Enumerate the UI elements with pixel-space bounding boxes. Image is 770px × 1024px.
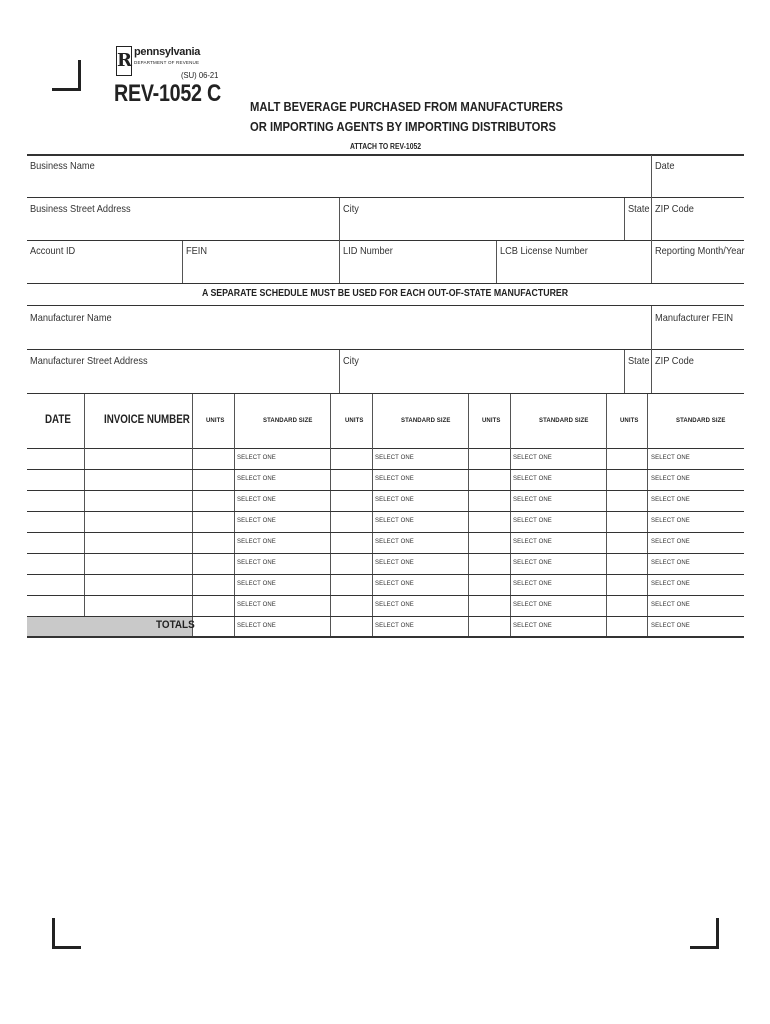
standard-size-select[interactable]: SELECT ONE <box>375 602 414 608</box>
fein-field[interactable]: FEIN <box>186 245 208 257</box>
standard-size-select[interactable]: SELECT ONE <box>375 581 414 587</box>
row-divider <box>27 490 744 491</box>
business-street-address-field[interactable]: Business Street Address <box>30 203 131 215</box>
standard-size-select[interactable]: SELECT ONE <box>513 602 552 608</box>
date-field[interactable]: Date <box>655 160 675 172</box>
divider <box>651 306 652 393</box>
separate-schedule-note: A SEPARATE SCHEDULE MUST BE USED FOR EACH OUT-OF-STATE MANUFACTURER <box>201 288 569 299</box>
row-divider <box>27 553 744 554</box>
divider <box>624 350 625 393</box>
standard-size-select[interactable]: SELECT ONE <box>513 455 552 461</box>
form-number: REV-1052 C <box>114 80 221 107</box>
manufacturer-name-field[interactable]: Manufacturer Name <box>30 312 112 324</box>
row-divider <box>27 595 744 596</box>
divider <box>27 197 744 198</box>
standard-size-select[interactable]: SELECT ONE <box>375 455 414 461</box>
divider <box>27 393 744 394</box>
lid-number-field[interactable]: LID Number <box>343 245 393 257</box>
date-column-header: DATE <box>45 414 71 426</box>
standard-size-select[interactable]: SELECT ONE <box>513 518 552 524</box>
standard-size-select[interactable]: SELECT ONE <box>513 497 552 503</box>
divider <box>182 241 183 283</box>
standard-size-select[interactable]: SELECT ONE <box>513 581 552 587</box>
standard-size-column-header: STANDARD SIZE <box>539 418 589 424</box>
standard-size-select[interactable]: SELECT ONE <box>375 539 414 545</box>
column-divider <box>84 394 85 616</box>
column-divider <box>647 394 648 636</box>
revision-code: (SU) 06-21 <box>181 70 219 80</box>
divider <box>27 305 744 306</box>
units-column-header: UNITS <box>345 418 364 424</box>
units-column-header: UNITS <box>620 418 639 424</box>
standard-size-select[interactable]: SELECT ONE <box>651 476 690 482</box>
row-divider <box>27 616 744 617</box>
row-divider <box>27 636 744 638</box>
standard-size-select[interactable]: SELECT ONE <box>237 455 276 461</box>
divider <box>27 240 744 241</box>
table-header-divider <box>27 448 744 449</box>
crop-mark-bottom-right <box>690 918 719 949</box>
divider <box>339 198 340 283</box>
column-divider <box>606 394 607 636</box>
form-title-line-2: OR IMPORTING AGENTS BY IMPORTING DISTRIBUTORS <box>250 120 557 134</box>
standard-size-select[interactable]: SELECT ONE <box>237 602 276 608</box>
manufacturer-zip-code-field[interactable]: ZIP Code <box>655 355 694 367</box>
row-divider <box>27 574 744 575</box>
divider <box>651 155 652 283</box>
standard-size-select[interactable]: SELECT ONE <box>651 623 690 629</box>
standard-size-select[interactable]: SELECT ONE <box>651 539 690 545</box>
standard-size-select[interactable]: SELECT ONE <box>375 518 414 524</box>
units-column-header: UNITS <box>482 418 501 424</box>
logo-department: DEPARTMENT OF REVENUE <box>134 60 200 65</box>
standard-size-select[interactable]: SELECT ONE <box>513 476 552 482</box>
standard-size-select[interactable]: SELECT ONE <box>237 476 276 482</box>
standard-size-select[interactable]: SELECT ONE <box>237 497 276 503</box>
totals-label: TOTALS <box>156 619 195 631</box>
crop-mark-top-left <box>52 60 81 91</box>
standard-size-select[interactable]: SELECT ONE <box>651 602 690 608</box>
standard-size-select[interactable]: SELECT ONE <box>237 539 276 545</box>
standard-size-select[interactable]: SELECT ONE <box>651 518 690 524</box>
manufacturer-city-field[interactable]: City <box>343 355 359 367</box>
standard-size-select[interactable]: SELECT ONE <box>651 581 690 587</box>
units-column-header: UNITS <box>206 418 225 424</box>
standard-size-select[interactable]: SELECT ONE <box>237 560 276 566</box>
divider <box>27 154 744 156</box>
state-field[interactable]: State <box>628 203 650 215</box>
divider <box>624 198 625 240</box>
divider <box>27 283 744 284</box>
standard-size-select[interactable]: SELECT ONE <box>651 497 690 503</box>
standard-size-select[interactable]: SELECT ONE <box>513 539 552 545</box>
column-divider <box>468 394 469 636</box>
column-divider <box>510 394 511 636</box>
standard-size-select[interactable]: SELECT ONE <box>375 560 414 566</box>
column-divider <box>234 394 235 636</box>
lcb-license-number-field[interactable]: LCB License Number <box>500 245 588 257</box>
manufacturer-fein-field[interactable]: Manufacturer FEIN <box>655 312 734 324</box>
standard-size-select[interactable]: SELECT ONE <box>237 518 276 524</box>
reporting-month-year-field[interactable]: Reporting Month/Year <box>655 245 745 257</box>
city-field[interactable]: City <box>343 203 359 215</box>
divider <box>496 241 497 283</box>
pennsylvania-logo-icon: R <box>116 46 132 76</box>
invoice-number-column-header: INVOICE NUMBER <box>104 414 190 426</box>
row-divider <box>27 511 744 512</box>
divider <box>27 349 744 350</box>
standard-size-select[interactable]: SELECT ONE <box>513 560 552 566</box>
attach-note: ATTACH TO REV-1052 <box>350 142 422 151</box>
column-divider <box>192 394 193 636</box>
standard-size-select[interactable]: SELECT ONE <box>237 623 276 629</box>
standard-size-select[interactable]: SELECT ONE <box>651 455 690 461</box>
account-id-field[interactable]: Account ID <box>30 245 76 257</box>
logo-name: pennsylvania <box>134 46 201 58</box>
business-name-field[interactable]: Business Name <box>30 160 95 172</box>
column-divider <box>372 394 373 636</box>
column-divider <box>330 394 331 636</box>
form-title-line-1: MALT BEVERAGE PURCHASED FROM MANUFACTURERS <box>250 100 563 114</box>
standard-size-select[interactable]: SELECT ONE <box>651 560 690 566</box>
standard-size-select[interactable]: SELECT ONE <box>513 623 552 629</box>
standard-size-select[interactable]: SELECT ONE <box>375 497 414 503</box>
standard-size-column-header: STANDARD SIZE <box>676 418 726 424</box>
standard-size-column-header: STANDARD SIZE <box>263 418 313 424</box>
row-divider <box>27 532 744 533</box>
standard-size-column-header: STANDARD SIZE <box>401 418 451 424</box>
standard-size-select[interactable]: SELECT ONE <box>375 623 414 629</box>
manufacturer-street-address-field[interactable]: Manufacturer Street Address <box>30 355 148 367</box>
crop-mark-bottom-left <box>52 918 81 949</box>
standard-size-select[interactable]: SELECT ONE <box>375 476 414 482</box>
row-divider <box>27 469 744 470</box>
manufacturer-state-field[interactable]: State <box>628 355 650 367</box>
standard-size-select[interactable]: SELECT ONE <box>237 581 276 587</box>
divider <box>339 350 340 393</box>
zip-code-field[interactable]: ZIP Code <box>655 203 694 215</box>
